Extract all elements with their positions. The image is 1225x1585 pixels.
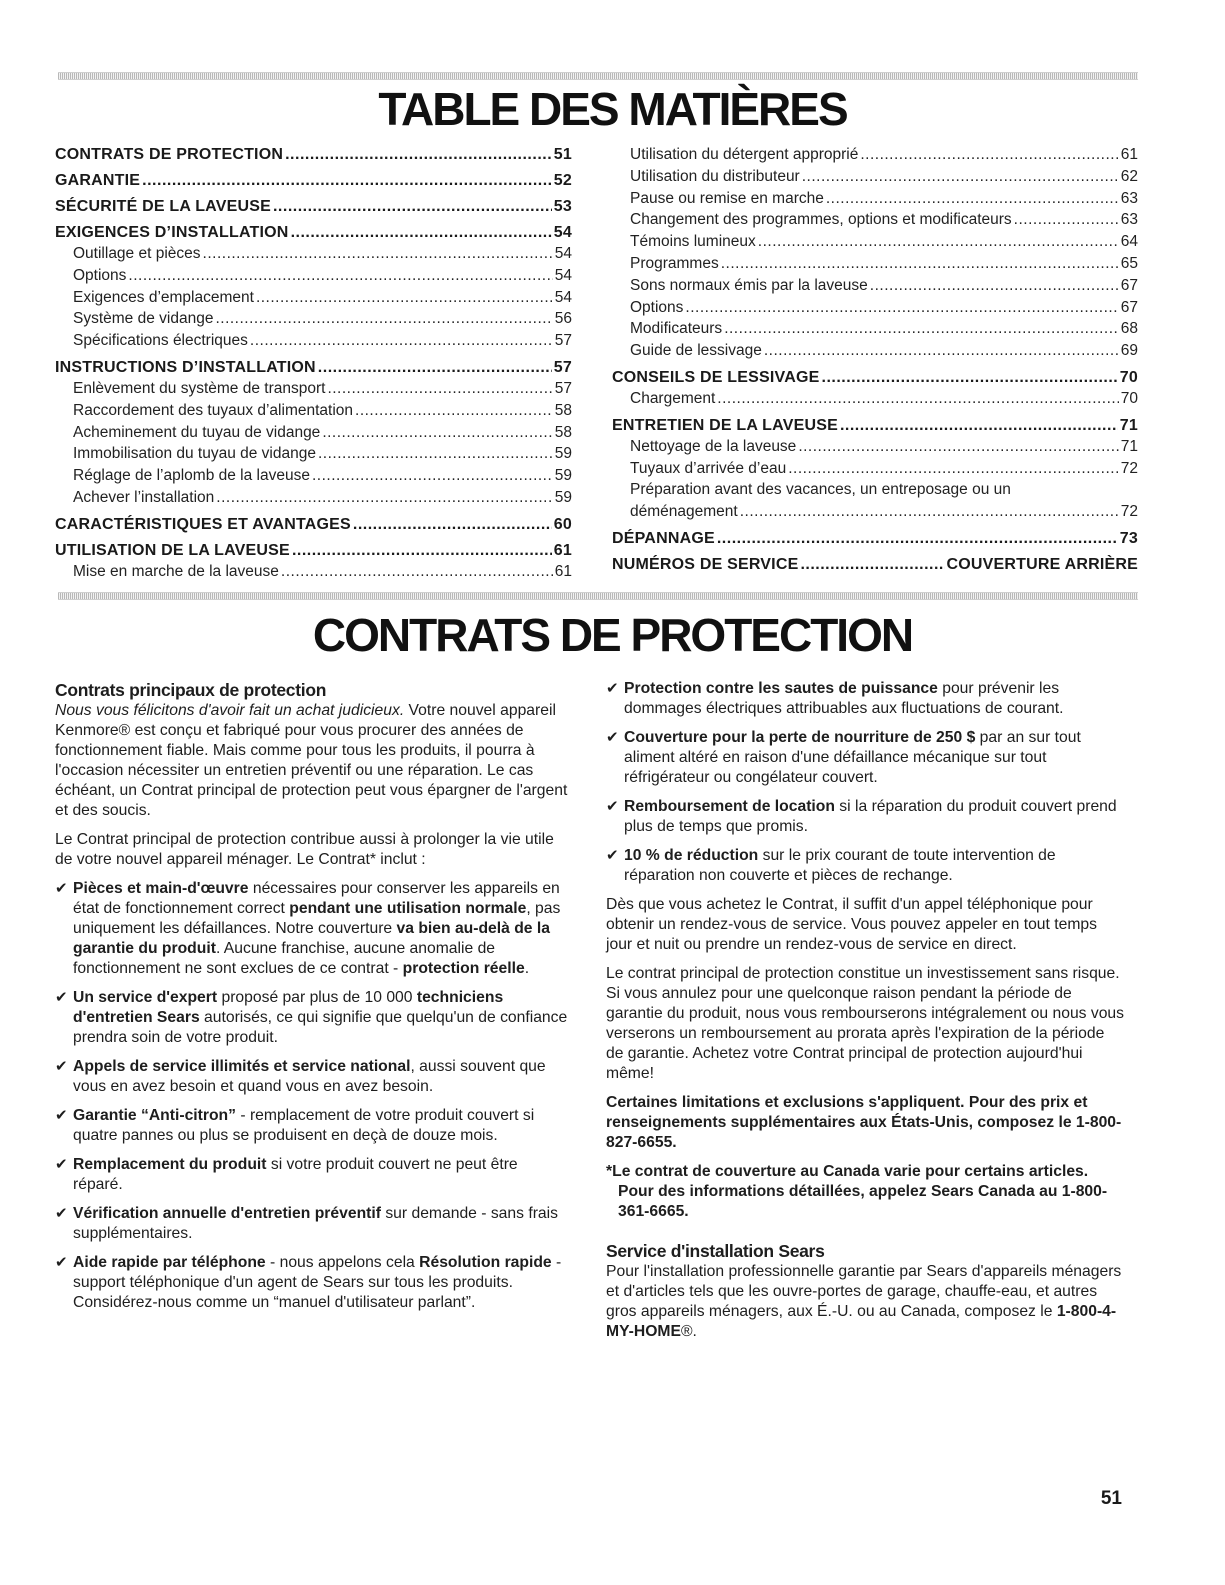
benefit-bold-text: Vérification annuelle d'entretien préventif <box>73 1205 381 1222</box>
toc-entry <box>55 330 572 352</box>
toc-entry-title: Pause ou remise en marche <box>630 189 824 207</box>
toc-leader-dots <box>318 357 552 378</box>
toc-entry-title: UTILISATION DE LA LAVEUSE <box>55 541 290 559</box>
toc-entry-page: 59 <box>554 488 572 506</box>
benefit-text <box>73 1204 570 1244</box>
toc-entry <box>55 443 572 465</box>
toc-leader-dots <box>826 188 1119 210</box>
benefit-text <box>624 846 1126 886</box>
contracts-left-column <box>55 679 570 1322</box>
benefit-bold-text: 10 % de réduction <box>624 847 759 864</box>
toc-entry-page: 65 <box>1120 254 1138 272</box>
toc-leader-dots <box>717 528 1118 549</box>
toc-entry <box>612 501 1138 523</box>
intro-italic: Nous vous félicitons d'avoir fait un achat judicieux. <box>55 702 405 719</box>
page-number: 51 <box>1100 1488 1122 1509</box>
benefit-bold-text: protection réelle <box>402 960 525 977</box>
checkmark-icon: ✔ <box>55 1107 68 1124</box>
us-limitations-paragraph: Certaines limitations et exclusions s'appliquent. Pour des prix et renseignements supplémentaires aux États-Unis, composez le 1-800-827-6655. <box>606 1094 1122 1151</box>
toc-entry <box>55 144 572 165</box>
toc-right-column <box>612 144 1138 575</box>
toc-entry-title: GARANTIE <box>55 172 141 189</box>
toc-entry-page: 59 <box>554 445 572 463</box>
toc-entry-page: 64 <box>1120 233 1138 251</box>
toc-leader-dots <box>216 487 552 509</box>
toc-entry-title: Utilisation du détergent approprié <box>630 146 859 163</box>
toc-entry-page: COUVERTURE ARRIÈRE <box>946 555 1138 573</box>
benefit-text <box>624 728 1126 788</box>
benefit-item <box>55 879 570 979</box>
toc-leader-dots <box>318 443 553 465</box>
right-benefit-list <box>606 679 1126 886</box>
checkmark-icon: ✔ <box>55 1156 68 1173</box>
toc-entry-page: 51 <box>553 146 572 163</box>
toc-entry-page: 53 <box>553 198 572 215</box>
canada-note-paragraph: *Le contrat de couverture au Canada varie pour certains articles. Pour des informations détaillées, appelez Sears Canada au 1-800-361-6665. <box>606 1163 1108 1220</box>
toc-leader-dots <box>1014 209 1119 231</box>
toc-entry <box>612 415 1138 436</box>
benefit-plain-text: autorisés, ce qui signifie que quelqu'un de confiance prendra soin de votre produit. <box>73 1009 568 1046</box>
benefit-bold-text: Couverture pour la perte de nourriture de 250 $ <box>624 729 976 746</box>
toc-entry-page: 56 <box>554 310 572 328</box>
toc-leader-dots <box>860 144 1118 166</box>
benefit-plain-text: , pas uniquement les défaillances. Notre couverture <box>73 900 561 937</box>
benefit-plain-text: . <box>524 960 530 977</box>
checkmark-icon: ✔ <box>55 880 68 897</box>
checkmark-icon: ✔ <box>55 989 68 1006</box>
toc-entry <box>612 231 1138 253</box>
left-benefit-list <box>55 879 570 1313</box>
toc-leader-dots <box>788 458 1119 480</box>
benefit-item <box>55 1155 570 1195</box>
toc-entry-page: 70 <box>1119 368 1138 386</box>
toc-leader-dots <box>740 501 1119 523</box>
toc-entry <box>55 357 572 378</box>
toc-entry-title: NUMÉROS DE SERVICE <box>612 555 799 573</box>
toc-entry-page: 71 <box>1120 437 1138 455</box>
toc-entry-title: INSTRUCTIONS D’INSTALLATION <box>55 358 316 376</box>
toc-leader-dots <box>685 297 1118 319</box>
toc-entry-page: 67 <box>1120 298 1138 316</box>
contracts-heading: Contrats principaux de protection <box>55 680 327 700</box>
benefit-item <box>55 1204 570 1244</box>
toc-entry-title: Utilisation du distributeur <box>630 167 800 185</box>
toc-entry-page: 73 <box>1119 529 1138 547</box>
toc-entry-title: Raccordement des tuyaux d’alimentation <box>73 401 354 419</box>
contracts-right-column <box>606 679 1126 1351</box>
toc-entry-page: 57 <box>553 358 572 376</box>
benefit-item <box>606 797 1126 837</box>
toc-leader-dots <box>800 554 944 575</box>
toc-entry <box>612 166 1138 188</box>
toc-entry <box>55 400 572 422</box>
toc-entry-title: CONSEILS DE LESSIVAGE <box>612 368 820 386</box>
benefit-plain-text: sur le prix courant de toute intervention de réparation non couverte et pièces de rechange. <box>624 847 1056 884</box>
benefit-text <box>624 797 1126 837</box>
toc-entry-page: 59 <box>554 467 572 485</box>
toc-leader-dots <box>327 378 552 400</box>
toc-leader-dots <box>721 253 1119 275</box>
benefit-plain-text: - nous appelons cela <box>265 1254 420 1271</box>
toc-leader-dots <box>322 422 552 444</box>
toc-entry <box>55 222 572 243</box>
toc-entry-page: 52 <box>553 172 572 189</box>
toc-entry-title: SÉCURITÉ DE LA LAVEUSE <box>55 198 271 215</box>
toc-entry-title: Changement des programmes, options et modificateurs <box>630 211 1012 229</box>
toc-entry <box>55 422 572 444</box>
benefit-bold-text: Remboursement de location <box>624 798 835 815</box>
toc-entry-page: 63 <box>1120 189 1138 207</box>
toc-entry-title: Achever l’installation <box>73 488 215 506</box>
toc-leader-dots <box>250 330 553 352</box>
checkmark-icon: ✔ <box>606 729 619 746</box>
toc-entry <box>612 367 1138 388</box>
toc-leader-dots <box>798 436 1118 458</box>
toc-entry <box>612 188 1138 210</box>
toc-leader-dots <box>256 287 553 309</box>
benefit-bold-text: va bien au-delà de la garantie du produit <box>73 920 550 957</box>
toc-leader-dots <box>281 561 553 583</box>
checkmark-icon: ✔ <box>606 798 619 815</box>
benefit-bold-text: Protection contre les sautes de puissance <box>624 680 938 697</box>
checkmark-icon: ✔ <box>55 1254 68 1271</box>
toc-entry-title: DÉPANNAGE <box>612 529 715 547</box>
benefit-item <box>606 679 1126 719</box>
install-text: Pour l'installation professionnelle garantie par Sears d'appareils ménagers et d'articles tels que les ouvre-portes de garage, chauffe-eau, et autres gros appareils ménagers, aux É.-U. ou au Canada, composez le <box>606 1263 1122 1320</box>
top-rule <box>58 72 1138 80</box>
benefit-text <box>73 988 570 1048</box>
toc-leader-dots <box>355 400 553 422</box>
toc-leader-dots <box>802 166 1119 188</box>
benefit-item <box>55 1253 570 1313</box>
toc-entry-title: Spécifications électriques <box>73 332 248 350</box>
benefit-text <box>73 1155 570 1195</box>
toc-entry-page: 58 <box>554 401 572 419</box>
benefit-plain-text: pour prévenir les dommages électriques attribuables aux fluctuations de courant. <box>624 680 1064 717</box>
toc-entry-title: CARACTÉRISTIQUES ET AVANTAGES <box>55 515 351 533</box>
toc-entry-title: Préparation avant des vacances, un entreposage ou un <box>630 481 1011 499</box>
checkmark-icon: ✔ <box>55 1205 68 1222</box>
toc-entry <box>612 297 1138 319</box>
toc-entry <box>612 458 1138 480</box>
toc-entry-title: EXIGENCES D’INSTALLATION <box>55 224 289 241</box>
install-end: ®. <box>680 1323 697 1340</box>
toc-entry-page: 71 <box>1119 416 1138 434</box>
toc-entry-title: CONTRATS DE PROTECTION <box>55 146 284 163</box>
install-paragraph <box>606 1262 1126 1342</box>
toc-leader-dots <box>142 170 552 191</box>
toc-entry <box>55 170 572 191</box>
benefit-text <box>73 879 570 979</box>
install-heading: Service d'installation Sears <box>606 1241 825 1261</box>
toc-leader-dots <box>724 318 1119 340</box>
toc-entry-title: Guide de lessivage <box>630 342 762 360</box>
toc-title: TABLE DES MATIÈRES <box>378 83 847 135</box>
toc-leader-dots <box>840 415 1118 436</box>
toc-entry-page: 70 <box>1120 389 1138 407</box>
toc-entry <box>55 378 572 400</box>
toc-entry-title: Témoins lumineux <box>630 233 756 251</box>
benefit-plain-text: - remplacement de votre produit couvert si quatre pannes ou plus se produisent en deçà de douze mois. <box>73 1107 535 1144</box>
toc-leader-dots <box>822 367 1118 388</box>
toc-entry-page: 54 <box>554 266 572 284</box>
toc-entry-title: déménagement <box>630 503 738 521</box>
toc-entry-page: 68 <box>1120 320 1138 338</box>
toc-leader-dots <box>215 308 552 330</box>
benefit-item <box>606 728 1126 788</box>
toc-leader-dots <box>203 243 553 265</box>
scheduling-paragraph: Dès que vous achetez le Contrat, il suffit d'un appel téléphonique pour obtenir un rendez-vous de service. Vous pouvez appeler en tout temps jour et nuit ou prendre un rendez-vous de service en direct. <box>606 896 1097 953</box>
benefit-text <box>624 679 1126 719</box>
toc-entry-page: 67 <box>1120 276 1138 294</box>
toc-leader-dots <box>292 540 552 561</box>
toc-entry <box>55 465 572 487</box>
toc-entry <box>612 528 1138 549</box>
benefit-text <box>73 1106 570 1146</box>
checkmark-icon: ✔ <box>55 1058 68 1075</box>
benefit-bold-text: Résolution rapide <box>419 1254 552 1271</box>
toc-entry <box>55 308 572 330</box>
benefit-item <box>55 1106 570 1146</box>
toc-entry <box>612 144 1138 166</box>
toc-entry-title: Réglage de l’aplomb de la laveuse <box>73 467 310 485</box>
benefit-bold-text: Remplacement du produit <box>73 1156 267 1173</box>
toc-leader-dots <box>285 144 552 165</box>
toc-entry-page: 72 <box>1120 503 1138 521</box>
benefit-plain-text: . Aucune franchise, aucune anomalie de fonctionnement ne sont exclues de ce contrat - <box>73 940 496 977</box>
toc-leader-dots <box>291 222 552 243</box>
benefit-text <box>73 1057 570 1097</box>
toc-entry-title: Immobilisation du tuyau de vidange <box>73 445 316 463</box>
toc-entry-title: Nettoyage de la laveuse <box>630 437 797 455</box>
benefit-bold-text: Aide rapide par téléphone <box>73 1254 266 1271</box>
toc-entry-title: Exigences d’emplacement <box>73 288 254 306</box>
toc-entry-page: 54 <box>554 288 572 306</box>
middle-rule <box>58 592 1138 600</box>
toc-entry-title: Sons normaux émis par la laveuse <box>630 276 868 294</box>
intro-paragraph <box>55 701 570 821</box>
toc-entry <box>612 275 1138 297</box>
benefit-plain-text: sur demande - sans frais supplémentaires. <box>73 1205 558 1242</box>
toc-entry <box>612 318 1138 340</box>
toc-entry-page: 62 <box>1120 167 1138 185</box>
toc-entry-page: 54 <box>553 224 572 241</box>
toc-leader-dots <box>758 231 1119 253</box>
toc-entry-page: 61 <box>1120 146 1138 163</box>
toc-entry-title: Chargement <box>630 389 716 407</box>
toc-entry-title: Programmes <box>630 254 719 272</box>
benefit-plain-text: - support téléphonique d'un agent de Sears sur tous les produits. Considérez-nous comme un “manuel d'utilisateur parlant”. <box>73 1254 562 1311</box>
toc-entry-page: 54 <box>554 245 572 262</box>
toc-entry-title: Modificateurs <box>630 320 723 338</box>
toc-entry-page: 61 <box>554 562 572 580</box>
checkmark-icon: ✔ <box>606 847 619 864</box>
toc-entry-page: 57 <box>554 379 572 397</box>
contracts-title: CONTRATS DE PROTECTION <box>312 609 913 661</box>
benefit-item <box>606 846 1126 886</box>
toc-entry <box>55 243 572 265</box>
toc-entry <box>55 514 572 535</box>
coverage-paragraph: Le Contrat principal de protection contribue aussi à prolonger la vie utile de votre nouvel appareil ménager. Le Contrat* inclut : <box>55 831 554 868</box>
checkmark-icon: ✔ <box>606 680 619 697</box>
toc-leader-dots <box>128 265 552 287</box>
benefit-plain-text: si votre produit couvert ne peut être réparé. <box>73 1156 518 1193</box>
refund-paragraph: Le contrat principal de protection constitue un investissement sans risque. Si vous annulez pour une quelconque raison pendant la période de garantie du produit, nous vous rembourserons intégralement ou nous vous verserons un remboursement au prorata après l'expiration de la période de garantie. Achetez votre Contrat principal de protection aujourd'hui même! <box>606 965 1125 1082</box>
toc-entry <box>55 561 572 583</box>
toc-leader-dots <box>870 275 1119 297</box>
toc-leader-dots <box>717 388 1118 410</box>
benefit-bold-text: pendant une utilisation normale <box>289 900 527 917</box>
toc-entry-title: Enlèvement du système de transport <box>73 379 326 397</box>
toc-leader-dots <box>273 196 552 217</box>
toc-entry <box>55 196 572 217</box>
benefit-plain-text: proposé par plus de 10 000 <box>217 989 417 1006</box>
toc-entry-page: 63 <box>1120 211 1138 229</box>
toc-entry <box>612 340 1138 362</box>
toc-entry <box>55 487 572 509</box>
toc-entry <box>612 253 1138 275</box>
toc-entry <box>55 287 572 309</box>
toc-entry <box>55 540 572 561</box>
toc-entry <box>612 388 1138 410</box>
toc-entry <box>612 209 1138 231</box>
toc-entry <box>612 479 1138 501</box>
toc-leader-dots <box>312 465 553 487</box>
toc-entry <box>55 265 572 287</box>
toc-entry-title: Outillage et pièces <box>73 245 201 262</box>
benefit-item <box>55 1057 570 1097</box>
toc-entry-title: Acheminement du tuyau de vidange <box>73 423 321 441</box>
toc-leader-dots <box>353 514 552 535</box>
toc-entry-title: Options <box>73 266 127 284</box>
toc-entry-page: 60 <box>553 515 572 533</box>
toc-entry-title: Tuyaux d’arrivée d’eau <box>630 459 787 477</box>
benefit-plain-text: par an sur tout aliment altéré en raison d'une défaillance mécanique sur tout réfrigérateur ou congélateur couvert. <box>624 729 1081 786</box>
intro-rest: Votre nouvel appareil Kenmore® est conçu et fabriqué pour vous procurer des années de fonctionnement fiable. Mais comme pour tous les produits, il pourra à l'occasion nécessiter un entretien préventif ou une réparation. Le cas échéant, un Contrat principal de protection peut vous épargner de l'argent et des soucis. <box>55 702 568 819</box>
benefit-item <box>55 988 570 1048</box>
toc-entry-title: Options <box>630 298 684 316</box>
benefit-plain-text: , aussi souvent que vous en avez besoin et quand vous en avez besoin. <box>73 1058 546 1095</box>
benefit-bold-text: Appels de service illimités et service national <box>73 1058 411 1075</box>
benefit-bold-text: Garantie “Anti-citron” <box>73 1107 236 1124</box>
toc-entry-title: Système de vidange <box>73 310 214 328</box>
toc-left-column <box>55 144 572 583</box>
toc-entry-page: 72 <box>1120 459 1138 477</box>
toc-entry-title: ENTRETIEN DE LA LAVEUSE <box>612 416 838 434</box>
benefit-bold-text: techniciens d'entretien Sears <box>73 989 504 1026</box>
toc-entry-page: 61 <box>553 541 572 559</box>
benefit-bold-text: Un service d'expert <box>73 989 218 1006</box>
toc-entry <box>612 436 1138 458</box>
benefit-text <box>73 1253 570 1313</box>
benefit-bold-text: Pièces et main-d'œuvre <box>73 880 249 897</box>
toc-entry-page: 58 <box>554 423 572 441</box>
install-phone: 1-800-4-MY-HOME <box>606 1303 1117 1340</box>
toc-entry-page: 57 <box>554 332 572 350</box>
benefit-plain-text: nécessaires pour conserver les appareils en état de fonctionnement correct <box>73 880 560 917</box>
toc-entry <box>612 554 1138 575</box>
toc-leader-dots <box>764 340 1119 362</box>
toc-entry-title: Mise en marche de la laveuse <box>73 562 279 580</box>
toc-entry-page: 69 <box>1120 342 1138 360</box>
benefit-plain-text: si la réparation du produit couvert prend plus de temps que promis. <box>624 798 1117 835</box>
